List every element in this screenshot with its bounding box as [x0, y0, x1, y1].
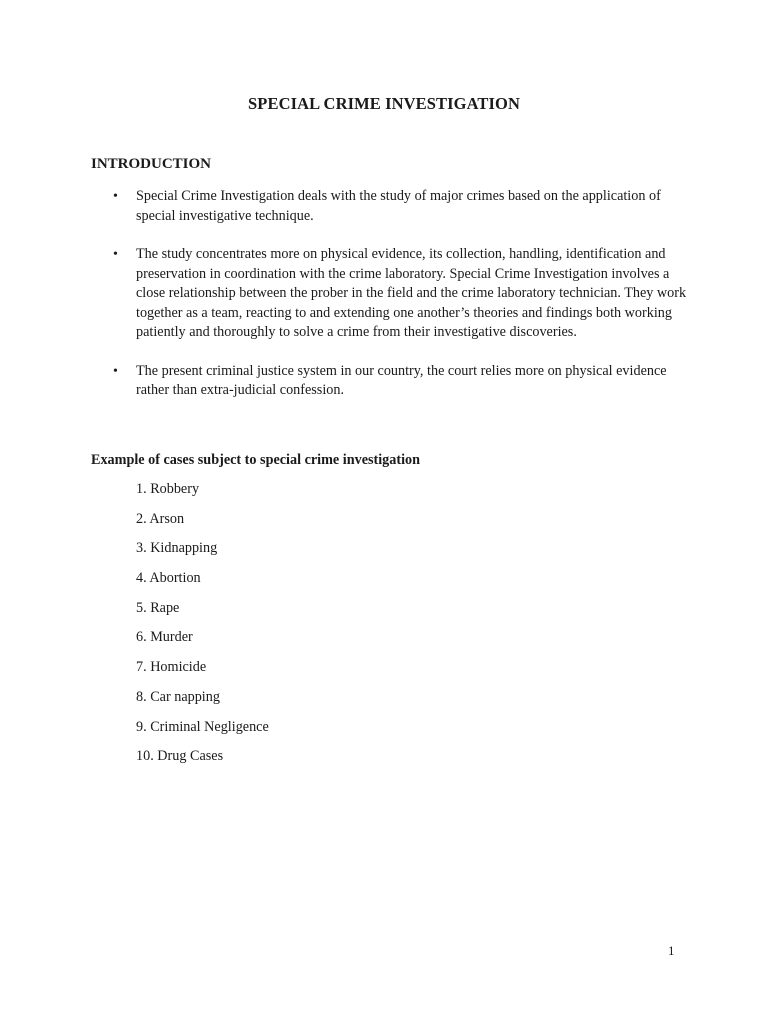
bullet-text: The study concentrates more on physical evidence, its collection, handling, identification and preservation in coordination with the crime laboratory. Special Crime Investigation involves a close relationship between the prober in the field and the crime laboratory technician. They work together as a team, reacting to and extending one another’s theories and findings both working patiently and thoroughly to solve a crime from their investigative discoveries.	[136, 246, 687, 340]
case-list-item: 1. Robbery	[136, 481, 200, 497]
bullet-icon: •	[113, 363, 118, 379]
case-list-item: 6. Murder	[136, 629, 193, 646]
case-list-item: 2. Arson	[136, 510, 185, 527]
bullet-text: The present criminal justice system in our country, the court relies more on physical evidence rather than extra-judicial confession.	[136, 362, 667, 398]
case-list-item: 8. Car napping	[136, 688, 220, 705]
bullet-icon: •	[113, 247, 118, 262]
case-list-item: 3. Kidnapping	[136, 540, 218, 557]
case-list-item: 4. Abortion	[136, 570, 201, 587]
bullet-text: Special Crime Investigation deals with the study of major crimes based on the application of special investigative technique.	[136, 188, 661, 224]
case-list-item: 9. Criminal Negligence	[136, 718, 269, 735]
introduction-bullet-list	[91, 187, 691, 420]
introduction-heading: INTRODUCTION	[91, 156, 212, 172]
case-list-item: 10. Drug Cases	[136, 748, 224, 765]
bullet-item	[91, 362, 691, 401]
page-number: 1	[668, 943, 675, 958]
bullet-item	[91, 187, 691, 226]
bullet-icon: •	[113, 189, 118, 204]
case-list	[136, 480, 269, 777]
page-title: SPECIAL CRIME INVESTIGATION	[248, 94, 520, 113]
bullet-item	[91, 245, 691, 343]
case-list-item: 7. Homicide	[136, 659, 207, 676]
case-list-item: 5. Rape	[136, 599, 180, 616]
examples-heading: Example of cases subject to special crime investigation	[91, 452, 421, 468]
